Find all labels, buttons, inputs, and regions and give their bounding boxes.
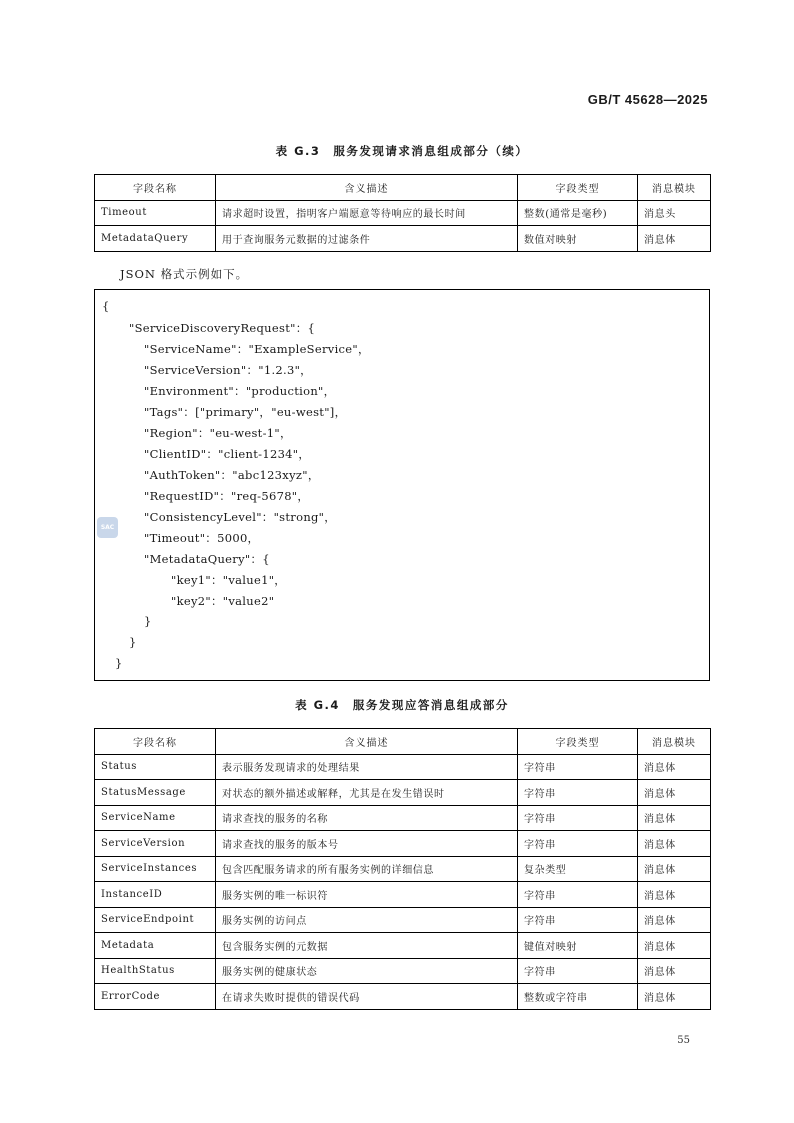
- table-row: [95, 805, 711, 831]
- field-type-cell: 整数或字符串: [518, 984, 638, 1010]
- field-name-cell: ServiceName: [95, 805, 216, 831]
- code-line: "MetadataQuery"：{: [144, 552, 270, 566]
- field-type-cell: 字符串: [518, 805, 638, 831]
- description-cell: 请求查找的服务的名称: [216, 805, 518, 831]
- column-header: 消息模块: [638, 729, 711, 755]
- description-cell: 包含服务实例的元数据: [216, 933, 518, 959]
- message-module-cell: 消息体: [638, 856, 711, 882]
- field-name-cell: Metadata: [95, 933, 216, 959]
- code-line: "Timeout"：5000，: [144, 531, 260, 545]
- table-row: [95, 958, 711, 984]
- message-module-cell: 消息体: [638, 780, 711, 806]
- field-type-cell: 整数(通常是毫秒): [518, 200, 638, 226]
- field-type-cell: 数值对映射: [518, 226, 638, 252]
- table-g4: [94, 728, 711, 1010]
- code-line: "ConsistencyLevel"："strong"，: [144, 510, 337, 524]
- code-line: "ServiceDiscoveryRequest"：{: [129, 321, 316, 335]
- code-line: }: [115, 656, 123, 670]
- field-type-cell: 字符串: [518, 882, 638, 908]
- message-module-cell: 消息体: [638, 805, 711, 831]
- column-header: 字段名称: [95, 729, 216, 755]
- description-cell: 服务实例的访问点: [216, 907, 518, 933]
- code-line: }: [129, 635, 137, 649]
- field-name-cell: Status: [95, 754, 216, 780]
- code-line: "ClientID"："client-1234"，: [144, 447, 311, 461]
- table-row: [95, 831, 711, 857]
- code-line: "AuthToken"："abc123xyz"，: [144, 468, 320, 482]
- message-module-cell: 消息体: [638, 226, 711, 252]
- table-row: [95, 754, 711, 780]
- field-name-cell: HealthStatus: [95, 958, 216, 984]
- field-type-cell: 键值对映射: [518, 933, 638, 959]
- field-name-cell: ErrorCode: [95, 984, 216, 1010]
- field-type-cell: 字符串: [518, 754, 638, 780]
- json-code-block: [94, 289, 710, 681]
- code-line: "ServiceVersion"："1.2.3"，: [144, 363, 312, 377]
- code-line: "Tags"：["primary"，"eu-west"]，: [144, 405, 347, 419]
- field-type-cell: 字符串: [518, 831, 638, 857]
- description-cell: 请求查找的服务的版本号: [216, 831, 518, 857]
- field-name-cell: Timeout: [95, 200, 216, 226]
- description-cell: 包含匹配服务请求的所有服务实例的详细信息: [216, 856, 518, 882]
- page-number: 55: [677, 1035, 690, 1046]
- description-cell: 请求超时设置，指明客户端愿意等待响应的最长时间: [216, 200, 518, 226]
- table-row: [95, 856, 711, 882]
- table-row: [95, 984, 711, 1010]
- message-module-cell: 消息体: [638, 933, 711, 959]
- field-name-cell: ServiceVersion: [95, 831, 216, 857]
- column-header: 字段类型: [518, 175, 638, 201]
- table-g4-caption: 表 G.4 服务发现应答消息组成部分: [295, 698, 509, 712]
- column-header: 消息模块: [638, 175, 711, 201]
- json-example-intro: JSON 格式示例如下。: [120, 267, 249, 281]
- field-type-cell: 复杂类型: [518, 856, 638, 882]
- code-line: {: [102, 299, 110, 313]
- table-header-row: [95, 729, 711, 755]
- table-header-row: [95, 175, 711, 201]
- message-module-cell: 消息头: [638, 200, 711, 226]
- code-line: "Environment"："production"，: [144, 384, 336, 398]
- code-line: "Region"："eu-west-1"，: [144, 426, 292, 440]
- message-module-cell: 消息体: [638, 958, 711, 984]
- code-line: }: [144, 614, 152, 628]
- table-g3-caption: 表 G.3 服务发现请求消息组成部分（续）: [275, 144, 529, 158]
- code-line: "key1"："value1"，: [171, 573, 287, 587]
- table-row: [95, 200, 711, 226]
- column-header: 字段类型: [518, 729, 638, 755]
- field-name-cell: ServiceEndpoint: [95, 907, 216, 933]
- field-name-cell: StatusMessage: [95, 780, 216, 806]
- message-module-cell: 消息体: [638, 831, 711, 857]
- code-line: "key2"："value2": [171, 594, 275, 608]
- description-cell: 用于查询服务元数据的过滤条件: [216, 226, 518, 252]
- field-type-cell: 字符串: [518, 958, 638, 984]
- field-name-cell: InstanceID: [95, 882, 216, 908]
- message-module-cell: 消息体: [638, 754, 711, 780]
- code-line: "RequestID"："req-5678"，: [144, 489, 310, 503]
- standard-number: GB/T 45628—2025: [587, 92, 708, 107]
- description-cell: 服务实例的唯一标识符: [216, 882, 518, 908]
- message-module-cell: 消息体: [638, 984, 711, 1010]
- table-row: [95, 882, 711, 908]
- table-row: [95, 780, 711, 806]
- description-cell: 服务实例的健康状态: [216, 958, 518, 984]
- column-header: 含义描述: [216, 175, 518, 201]
- table-row: [95, 933, 711, 959]
- code-line: "ServiceName"："ExampleService"，: [144, 342, 370, 356]
- table-g3: [94, 174, 711, 252]
- field-type-cell: 字符串: [518, 907, 638, 933]
- field-name-cell: MetadataQuery: [95, 226, 216, 252]
- description-cell: 对状态的额外描述或解释，尤其是在发生错误时: [216, 780, 518, 806]
- column-header: 含义描述: [216, 729, 518, 755]
- field-name-cell: ServiceInstances: [95, 856, 216, 882]
- sac-watermark-logo: SAC: [97, 517, 118, 538]
- message-module-cell: 消息体: [638, 882, 711, 908]
- description-cell: 表示服务发现请求的处理结果: [216, 754, 518, 780]
- message-module-cell: 消息体: [638, 907, 711, 933]
- table-row: [95, 226, 711, 252]
- column-header: 字段名称: [95, 175, 216, 201]
- table-row: [95, 907, 711, 933]
- description-cell: 在请求失败时提供的错误代码: [216, 984, 518, 1010]
- field-type-cell: 字符串: [518, 780, 638, 806]
